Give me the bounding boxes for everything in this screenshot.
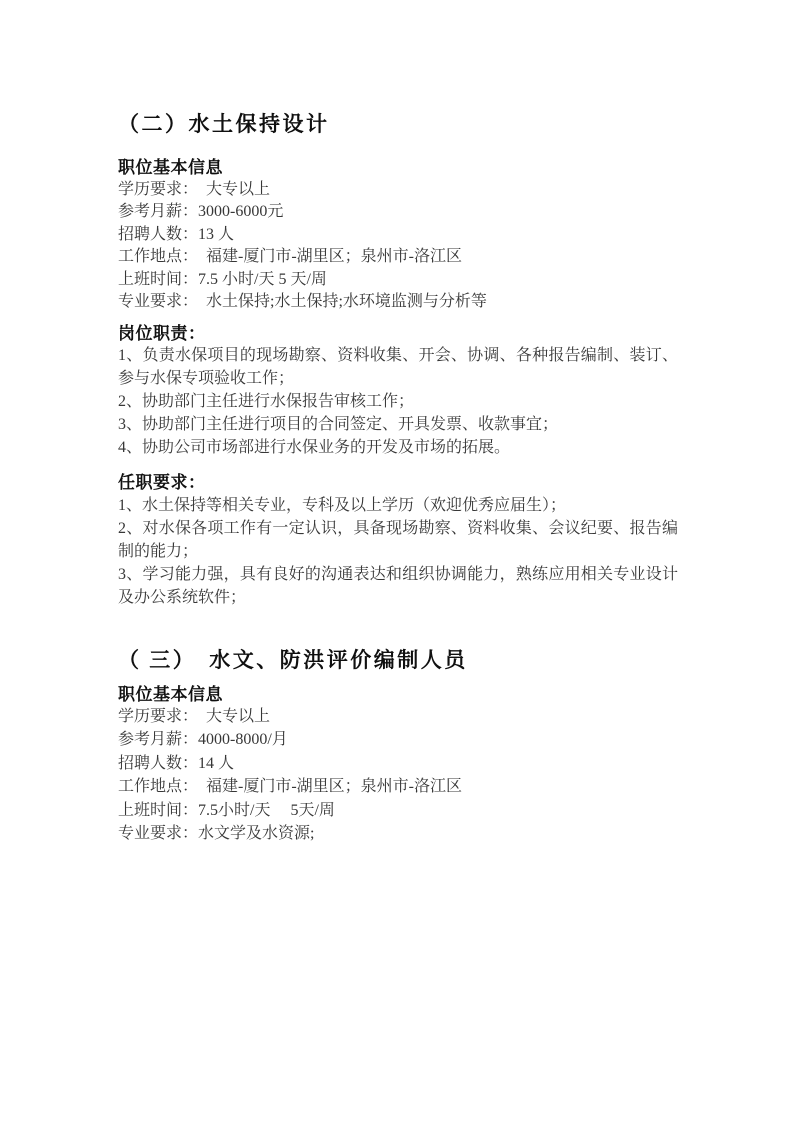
duty-item: 4、协助公司市场部进行水保业务的开发及市场的拓展。	[118, 439, 511, 456]
work-location-line: 工作地点： 福建-厦门市-湖里区；泉州市-洛江区	[118, 778, 462, 796]
work-hours-line: 上班时间：7.5 小时/天 5 天/周	[118, 270, 327, 288]
major-requirement-line: 专业要求：水文学及水资源;	[118, 825, 315, 843]
duty-item: 2、协助部门主任进行水保报告审核工作；	[118, 393, 415, 410]
section-2-title: （二）水土保持设计	[118, 112, 330, 136]
work-hours-line: 上班时间：7.5小时/天 5天/周	[118, 801, 335, 819]
duty-item: 1、负责水保项目的现场勘察、资料收集、开会、协调、各种报告编制、装订、参与水保专项验收工作；	[118, 347, 678, 387]
education-requirement-line: 学历要求： 大专以上	[118, 181, 271, 198]
section-3-title: （ 三） 水文、防洪评价编制人员	[118, 648, 468, 672]
work-location-line: 工作地点： 福建-厦门市-湖里区；泉州市-洛江区	[118, 248, 462, 266]
section-2-requirements-list	[118, 494, 678, 609]
requirement-item: 1、水土保持等相关专业，专科及以上学历（欢迎优秀应届生）；	[118, 497, 567, 514]
requirement-item: 2、对水保各项工作有一定认识，具备现场勘察、资料收集、会议纪要、报告编制的能力；	[118, 520, 678, 560]
section-2-basic-info-list	[118, 179, 678, 313]
headcount-line: 招聘人数：13 人	[118, 225, 235, 243]
headcount-line: 招聘人数：14 人	[118, 754, 235, 772]
duty-item: 3、协助部门主任进行项目的合同签定、开具发票、收款事宜；	[118, 416, 559, 433]
section-2-basic-info-heading: 职位基本信息	[118, 158, 223, 177]
requirement-item: 3、学习能力强，具有良好的沟通表达和组织协调能力，熟练应用相关专业设计及办公系统软件；	[118, 566, 678, 606]
section-3-basic-info-list	[118, 705, 678, 845]
reference-salary-line: 参考月薪：4000-8000/月	[118, 731, 288, 749]
section-3-basic-info-heading: 职位基本信息	[118, 685, 223, 704]
education-requirement-line: 学历要求： 大专以上	[118, 708, 271, 725]
reference-salary-line: 参考月薪：3000-6000元	[118, 203, 284, 221]
section-2-duties-list	[118, 344, 678, 459]
major-requirement-line: 专业要求： 水土保持;水土保持;水环境监测与分析等	[118, 293, 487, 311]
section-2-requirements-heading: 任职要求：	[118, 473, 206, 492]
section-2-duties-heading: 岗位职责：	[118, 324, 206, 343]
